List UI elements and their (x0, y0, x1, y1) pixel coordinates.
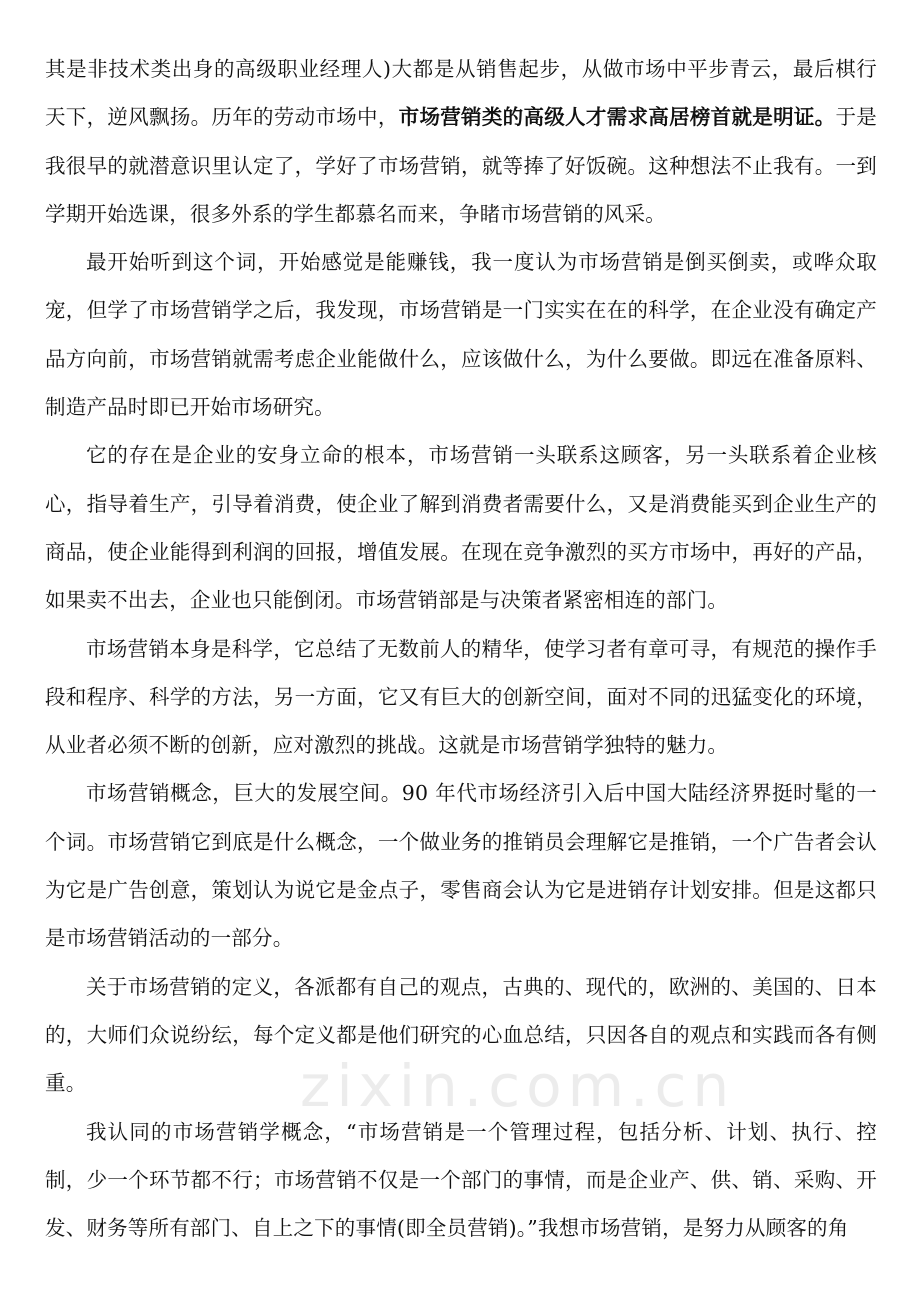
paragraph-7: 我认同的市场营销学概念，“市场营销是一个管理过程，包括分析、计划、执行、控制，少一个环节都不行；市场营销不仅是一个部门的事情，而是企业产、供、销、采购、开发、财务等所有部门、自上之下的事情(即全员营销)。”我想市场营销，是努力从顾客的角 (45, 1119, 877, 1241)
watermark: zixin.com.cn (300, 1052, 736, 1120)
paragraph-3: 它的存在是企业的安身立命的根本，市场营销一头联系这顾客，另一头联系着企业核心，指导着生产，引导着消费，使企业了解到消费者需要什么，又是消费能买到企业生产的商品，使企业能得到利润的回报，增值发展。在现在竞争激烈的买方市场中，再好的产品，如果卖不出去，企业也只能倒闭。市场营销部是与决策者紧密相连的部门。 (45, 443, 877, 613)
paragraph-5: 市场营销概念，巨大的发展空间。90 年代市场经济引入后中国大陆经济界挺时髦的一个词。市场营销它到底是什么概念，一个做业务的推销员会理解它是推销，一个广告者会认为它是广告创意，策划认为说它是金点子，零售商会认为它是进销存计划安排。但是这都只是市场营销活动的一部分。 (45, 781, 877, 951)
paragraph-1-text-start: 其是非技术类出身的高级职业经理人)大都是从销售起步，从做市场中平步青云，最后棋行天下，逆风飘扬。历年的劳动市场中， (45, 57, 877, 130)
document-body (45, 45, 877, 1252)
paragraph-4: 市场营销本身是科学，它总结了无数前人的精华，使学习者有章可寻，有规范的操作手段和程序、科学的方法，另一方面，它又有巨大的创新空间，面对不同的迅猛变化的环境，从业者必须不断的创新，应对激烈的挑战。这就是市场营销学独特的魅力。 (45, 636, 877, 758)
paragraph-2: 最开始听到这个词，开始感觉是能赚钱，我一度认为市场营销是倒买倒卖，或哗众取宠，但学了市场营销学之后，我发现，市场营销是一门实实在在的科学，在企业没有确定产品方向前，市场营销就需考虑企业能做什么，应该做什么，为什么要做。即远在准备原料、制造产品时即已开始市场研究。 (45, 250, 877, 420)
paragraph-1 (45, 45, 877, 238)
paragraph-1-text-end: 于是我很早的就潜意识里认定了，学好了市场营销，就等捧了好饭碗。这种想法不止我有。一到学期开始选课，很多外系的学生都慕名而来，争睹市场营销的风采。 (45, 105, 878, 226)
paragraph-1-bold-text: 市场营销类的高级人才需求高居榜首就是明证。 (398, 105, 836, 130)
paragraph-6: 关于市场营销的定义，各派都有自己的观点，古典的、现代的，欧洲的、美国的、日本的，大师们众说纷纭，每个定义都是他们研究的心血总结，只因各自的观点和实践而各有侧重。 (45, 974, 877, 1096)
